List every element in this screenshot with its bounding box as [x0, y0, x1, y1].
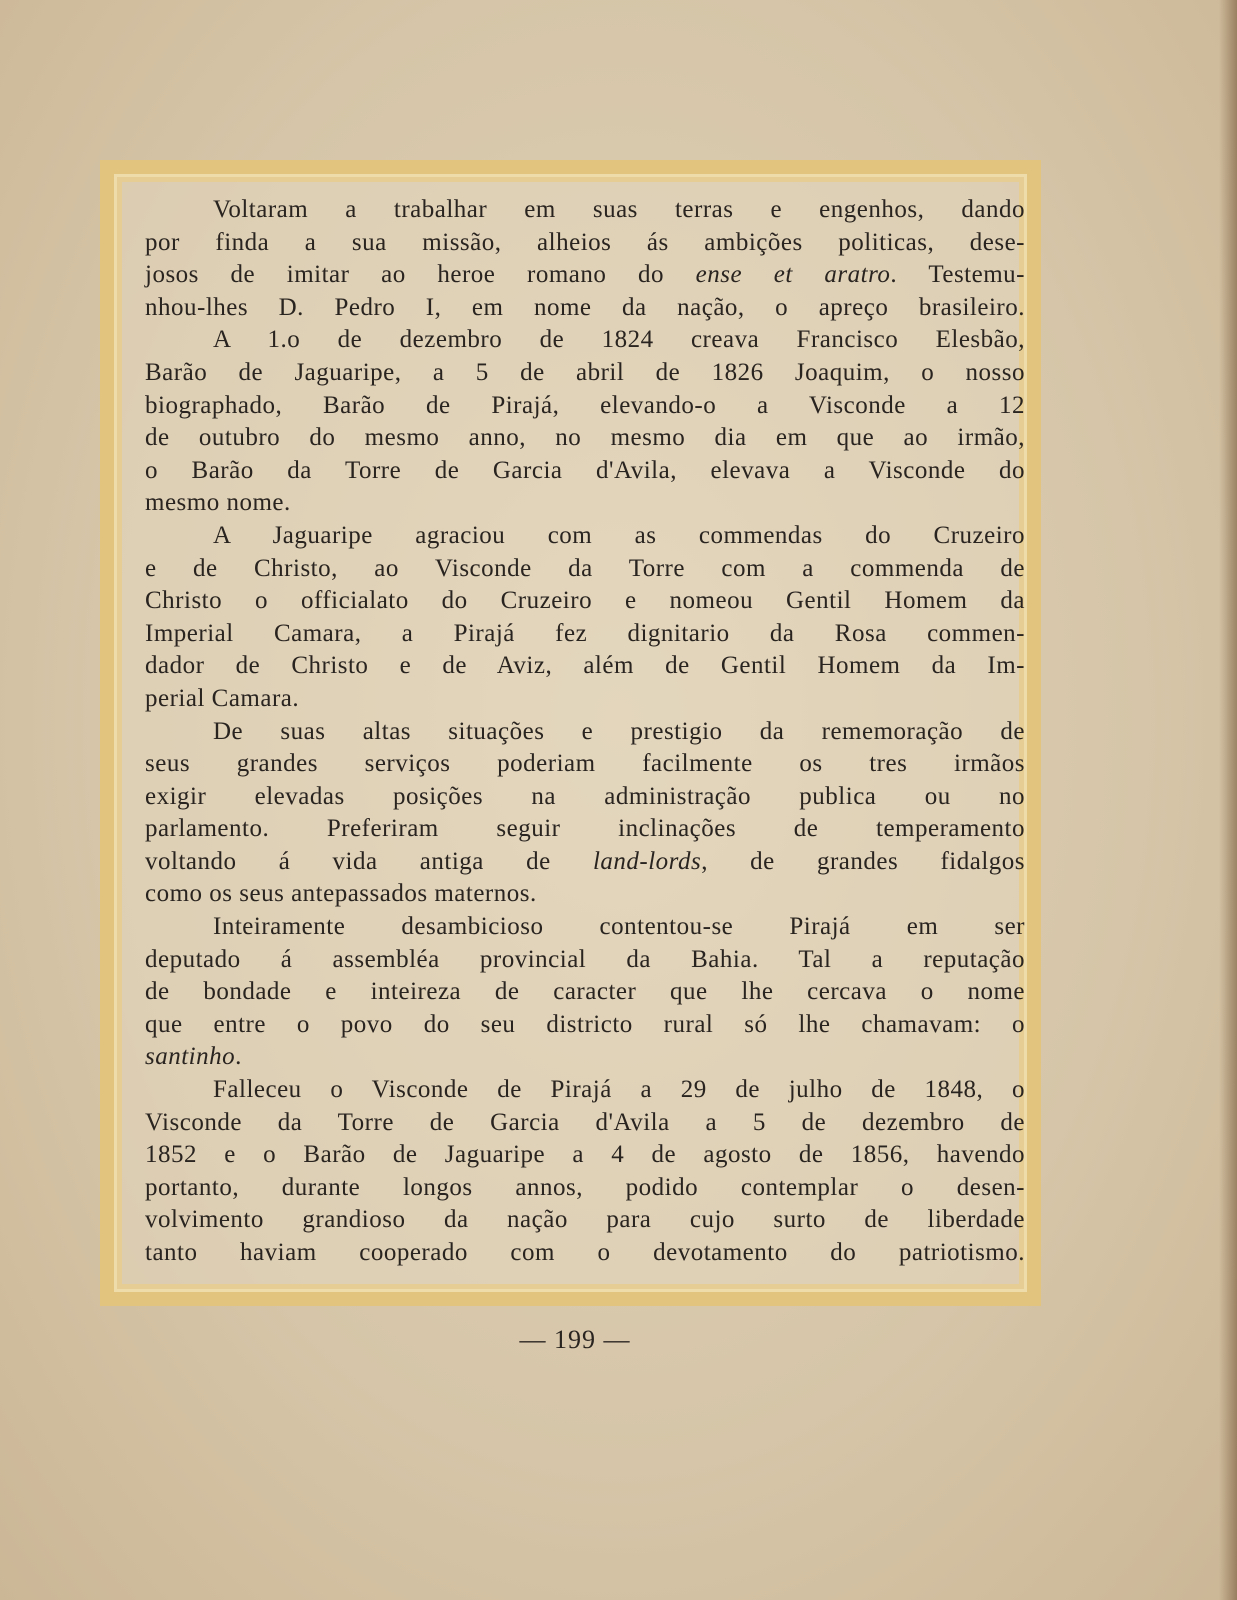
text-line: Voltaram a trabalhar em suas terras e engenhos, dando [213, 196, 1025, 223]
text-line: o Barão da Torre de Garcia d'Avila, elevava a Visconde do [145, 456, 1025, 484]
text-line: exigir elevadas posições na administração publica ou no [145, 782, 1025, 810]
text-line: portanto, durante longos annos, podido contemplar o desen- [145, 1173, 1025, 1201]
text-line: A 1.o de dezembro de 1824 creava Francisco Elesbão, [213, 326, 1025, 354]
text-line: que entre o povo do seu districto rural só lhe chamavam: o [145, 1010, 1025, 1038]
italic-phrase: ense et aratro [695, 261, 891, 289]
text-line: dador de Christo e de Aviz, além de Gentil Homem da Im- [145, 652, 1025, 680]
text-line: Barão de Jaguaripe, a 5 de abril de 1826 Joaquim, o nosso [145, 358, 1025, 386]
text-line: de bondade e inteireza de caracter que lhe cercava o nome [145, 978, 1025, 1006]
text-line: volvimento grandioso da nação para cujo surto de liberdade [145, 1206, 1025, 1234]
body-text [145, 194, 1025, 1270]
text-line: e de Christo, ao Visconde da Torre com a commenda de [145, 554, 1025, 582]
text-line: de outubro do mesmo anno, no mesmo dia em que ao irmão, [145, 424, 1025, 452]
text-line: nhou-lhes D. Pedro I, em nome da nação, o apreço brasileiro. [145, 293, 1025, 321]
text-line: voltando á vida antiga de land-lords, de grandes fidalgos [145, 847, 1025, 875]
italic-phrase: santinho [145, 1043, 236, 1071]
text-line: como os seus antepassados maternos. [145, 880, 537, 908]
text-line: mesmo nome. [145, 489, 291, 517]
text-line: biographado, Barão de Pirajá, elevando-o a Visconde a 12 [145, 391, 1025, 419]
text-line: De suas altas situações e prestigio da rememoração de [213, 717, 1025, 745]
text-line: josos de imitar ao heroe romano do ense et aratro. Testemu- [145, 261, 1025, 289]
text-line: seus grandes serviços poderiam facilmente os tres irmãos [145, 750, 1025, 778]
text-line: Inteiramente desambicioso contentou-se Pirajá em ser [213, 913, 1025, 941]
text-line: Imperial Camara, a Pirajá fez dignitario da Rosa commen- [145, 619, 1025, 647]
text-line: 1852 e o Barão de Jaguaripe a 4 de agosto de 1856, havendo [145, 1141, 1025, 1169]
text-line: santinho. [145, 1043, 242, 1071]
text-line: Christo o officialato do Cruzeiro e nomeou Gentil Homem da [145, 587, 1025, 615]
text-line: perial Camara. [145, 684, 300, 712]
text-line: parlamento. Preferiram seguir inclinações de temperamento [145, 815, 1025, 843]
page-number: — 199 — [519, 1325, 631, 1354]
page-edge-shadow [1219, 0, 1237, 1600]
italic-phrase: land-lords [592, 847, 702, 875]
text-line: Falleceu o Visconde de Pirajá a 29 de julho de 1848, o [213, 1076, 1025, 1104]
text-line: deputado á assembléa provincial da Bahia. Tal a reputação [145, 945, 1025, 973]
text-line: tanto haviam cooperado com o devotamento do patriotismo. [145, 1239, 1025, 1266]
text-line: por finda a sua missão, alheios ás ambições politicas, dese- [145, 228, 1025, 256]
text-line: Visconde da Torre de Garcia d'Avila a 5 de dezembro de [145, 1108, 1025, 1136]
text-line: A Jaguaripe agraciou com as commendas do Cruzeiro [213, 521, 1025, 549]
